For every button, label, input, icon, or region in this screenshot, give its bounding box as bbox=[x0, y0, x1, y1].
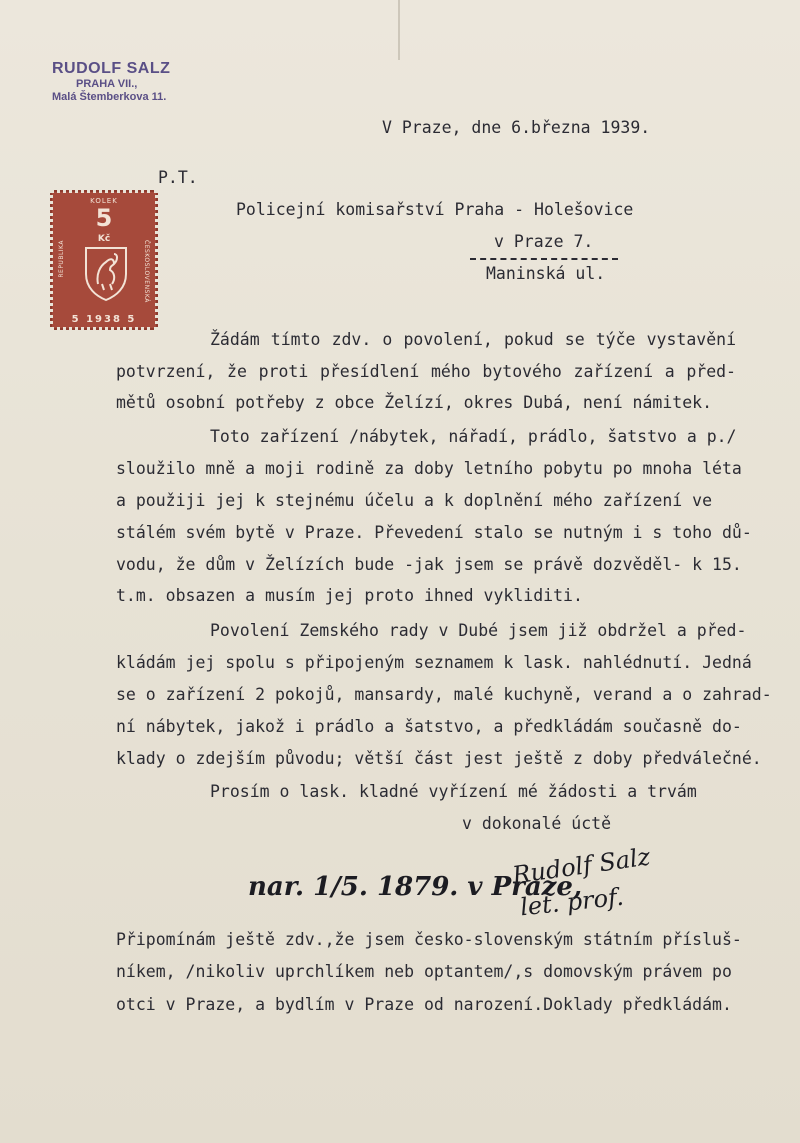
body-line: ní nábytek, jakož i prádlo a šatstvo, a předkládám současně do- bbox=[116, 717, 742, 736]
body-line: Toto zařízení /nábytek, nářadí, prádlo, šatstvo a p./ bbox=[210, 427, 737, 446]
stamp-side-left: REPUBLIKA bbox=[58, 240, 65, 278]
body-line: vodu, že dům v Želízích bude -jak jsem se právě dozvěděl- k 15. bbox=[116, 555, 742, 574]
stamp-bottom-text: 5 1938 5 bbox=[71, 314, 137, 325]
body-line: sloužilo mně a moji rodině za doby letního pobytu po mnoha léta bbox=[116, 459, 742, 478]
body-line: kládám jej spolu s připojeným seznamem k lask. nahlédnutí. Jedná bbox=[116, 653, 752, 672]
body-line: mětů osobní potřeby z obce Želízí, okres Dubá, není námitek. bbox=[116, 393, 713, 412]
body-line: klady o zdejším původu; větší část jest ještě z doby předválečné. bbox=[116, 749, 762, 768]
sender-rubber-stamp bbox=[52, 60, 170, 104]
handwritten-title: let. prof. bbox=[518, 882, 625, 922]
handwritten-birth-note: nar. 1/5. 1879. v Praze, bbox=[248, 872, 583, 902]
body-line: Žádám tímto zdv. o povolení, pokud se týče vystavění bbox=[210, 330, 736, 349]
body-line: Povolení Zemského rady v Dubé jsem již obdržel a před- bbox=[210, 621, 747, 640]
date-line: V Praze, dne 6.března 1939. bbox=[382, 118, 651, 137]
body-line: a použiji jej k stejnému účelu a k doplnění mého zařízení ve bbox=[116, 491, 713, 510]
postscript-line: Připomínám ještě zdv.,že jsem česko-slovenským státním přísluš- bbox=[116, 930, 742, 949]
fold-line bbox=[398, 0, 400, 60]
stamp-top-text: KOLEK bbox=[90, 197, 118, 205]
sender-street: Malá Štemberkova 11. bbox=[52, 91, 167, 104]
stamp-side-right: ČESKOSLOVENSKÁ bbox=[143, 240, 150, 303]
body-line: t.m. obsazen a musím jej proto ihned vykliditi. bbox=[116, 586, 583, 605]
stamp-value: 5 bbox=[95, 204, 113, 232]
revenue-stamp bbox=[50, 190, 158, 330]
sender-name: RUDOLF SALZ bbox=[52, 60, 171, 77]
addressee-street: Maninská ul. bbox=[486, 264, 606, 283]
body-line: potvrzení, že proti přesídlení mého bytového zařízení a před- bbox=[116, 362, 736, 381]
body-line: stálém svém bytě v Praze. Převedení stalo se nutným i s toho dů- bbox=[116, 523, 752, 542]
closing-line-1: Prosím o lask. kladné vyřízení mé žádosti a trvám bbox=[210, 782, 697, 801]
salutation: P.T. bbox=[158, 168, 198, 187]
lion-emblem-icon bbox=[82, 244, 130, 302]
addressee-office: Policejní komisařství Praha - Holešovice bbox=[236, 200, 634, 219]
closing-line-2: v dokonalé úctě bbox=[462, 814, 612, 833]
addressee-city: v Praze 7. bbox=[494, 232, 594, 251]
address-underline bbox=[470, 258, 618, 260]
postscript-line: níkem, /nikoliv uprchlíkem neb optantem/,s domovským právem po bbox=[116, 962, 732, 981]
sender-city: PRAHA VII., bbox=[76, 78, 138, 91]
handwritten-signature: Rudolf Salz bbox=[510, 842, 652, 890]
body-line: se o zařízení 2 pokojů, mansardy, malé kuchyně, verand a o zahrad- bbox=[116, 685, 772, 704]
postscript-line: otci v Praze, a bydlím v Praze od narození.Doklady předkládám. bbox=[116, 995, 732, 1014]
stamp-unit: Kč bbox=[97, 234, 111, 244]
